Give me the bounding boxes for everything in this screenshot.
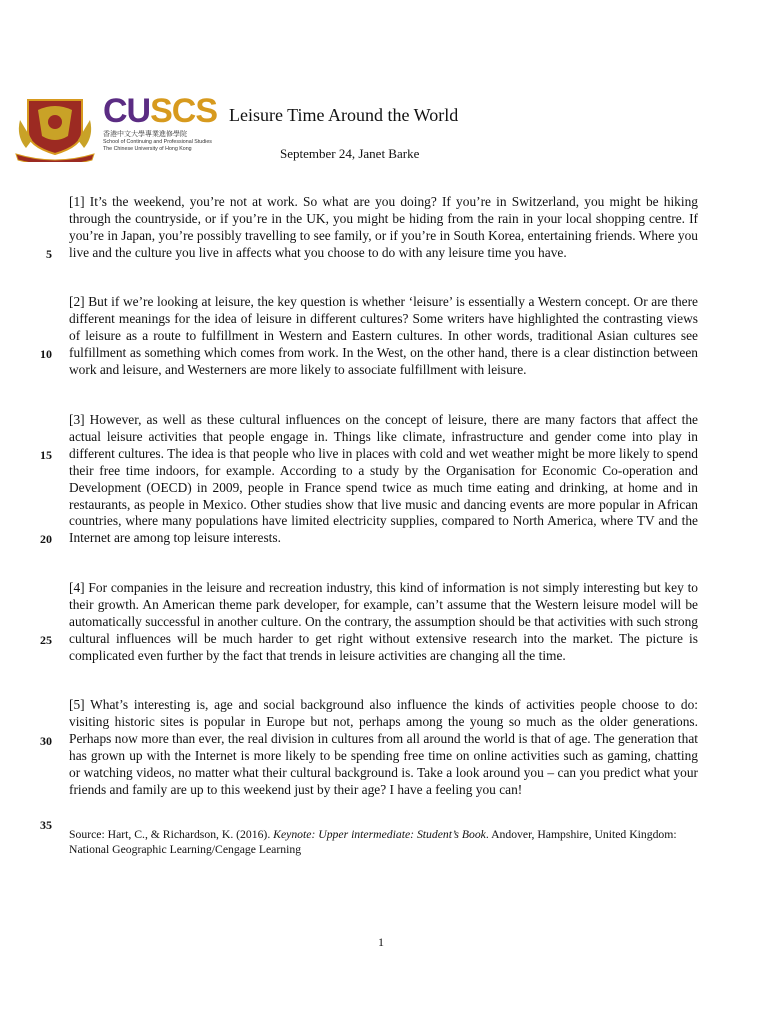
line-number: 5 — [46, 247, 52, 261]
source-citation: Source: Hart, C., & Richardson, K. (2016). Keynote: Upper intermediate: Student’s Book. Andover, Hampshire, United Kingdom: National Geographic Learning/Cengage Learning — [69, 828, 677, 856]
brand-wordmark: CUSCS — [103, 92, 218, 130]
brand-school-name: School of Continuing and Professional Studies — [103, 139, 212, 145]
brand-university-name: The Chinese University of Hong Kong — [103, 146, 192, 152]
line-number: 10 — [40, 347, 52, 361]
document-header — [0, 0, 768, 170]
cuscs-brand-logo — [103, 94, 243, 153]
brand-chinese-name: 香港中文大學專業進修學院 — [103, 130, 187, 138]
line-number: 15 — [40, 448, 52, 462]
paragraph-2: [2] But if we’re looking at leisure, the key question is whether ‘leisure’ is essentially a Western concept. Or are there different meanings for the idea of leisure in different cultures? Some writers have highlighted the contrasting views of leisure as a route to fulfillment in Western and Eastern cultures. In other words, traditional Asian cultures see fulfillment as something which comes from work. In the West, on the other hand, there is a clear distinction between work and leisure, and Westerners are more likely to associate fulfillment with leisure. — [69, 294, 698, 377]
paragraph-3: [3] However, as well as these cultural influences on the concept of leisure, there are many factors that affect the actual leisure activities that people engage in. Things like climate, infrastructure and gender come into play in different cultures. The idea is that people who live in places with cold and wet weather might be more likely to spend their free time indoors, for example. According to a study by the Organisation for Economic Co-operation and Development (OECD) in 2009, people in France spend twice as much time eating and drinking, at home and in restaurants, as people in Mexico. Other studies show that live music and dancing events are more popular in African countries, where many populations have limited electricity supplies, compared to North America, where TV and the Internet are among top leisure interests. — [69, 412, 698, 546]
document-title: Leisure Time Around the World — [229, 105, 459, 125]
line-number: 20 — [40, 532, 52, 546]
line-number: 35 — [40, 818, 52, 832]
university-crest-logo — [14, 96, 96, 162]
line-number: 25 — [40, 633, 52, 647]
document-date-author: September 24, Janet Barke — [280, 146, 420, 161]
paragraph-4: [4] For companies in the leisure and recreation industry, this kind of information is not simply interesting but key to their growth. An American theme park developer, for example, can’t assume that the Western leisure model will be automatically successful in another culture. On the contrary, the assumption should be that activities with such strong cultural influences will be much harder to get right without extensive research into the market. The picture is complicated even further by the fact that trends in leisure activities are changing all the time. — [69, 580, 698, 663]
paragraph-5: [5] What’s interesting is, age and social background also influence the kinds of activities people choose to do: visiting historic sites is popular in Europe but not, perhaps among the young so much as the older generations. Perhaps now more than ever, the real division in cultures from all around the world is that of age. The generation that has grown up with the Internet is more likely to be spending free time on online activities such as gaming, chatting or watching videos, no matter what their cultural background is. Take a look around you – can you predict what your friends and family are up to this weekend just by their age? I have a feeling you can! — [69, 697, 698, 797]
page-number: 1 — [378, 935, 384, 949]
paragraph-1: [1] It’s the weekend, you’re not at work. So what are you doing? If you’re in Switzerland, you might be hiking through the countryside, or if you’re in the UK, you might be hiding from the rain in your local shopping centre. If you’re in Japan, you’re possibly travelling to see family, or if you’re in South Korea, entertaining friends. Where you live and the culture you live in affects what you choose to do with any leisure time you have. — [69, 194, 698, 260]
line-number: 30 — [40, 734, 52, 748]
source-book-title: Keynote: Upper intermediate: Student’s Book — [273, 828, 486, 841]
